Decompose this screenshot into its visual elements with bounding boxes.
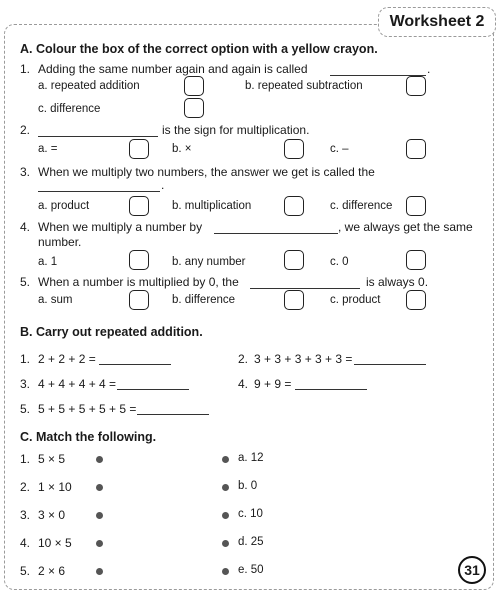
q3-end: . [161,178,165,192]
q1-option-a-box[interactable] [184,76,204,96]
b5-expression: 5 + 5 + 5 + 5 + 5 = [38,402,137,416]
b3-number: 3. [20,377,31,391]
q3-option-b: b. multiplication [172,200,252,212]
q4-text-middle: , we always get the same [338,220,473,234]
q5-option-c-box[interactable] [406,290,426,310]
q4-option-c-box[interactable] [406,250,426,270]
ce-right-text: e. 50 [238,564,264,576]
q2-text: is the sign for multiplication. [162,123,310,137]
b1-answer-blank[interactable] [99,364,171,365]
c2-left-text: 1 × 10 [38,480,72,494]
q5-number: 5. [20,275,31,289]
q1-option-c: c. difference [38,103,101,115]
section-c-heading: C. Match the following. [20,430,157,444]
b5-number: 5. [20,402,31,416]
c4-left-text: 10 × 5 [38,536,72,550]
cb-right-dot[interactable] [222,484,229,491]
q3-option-c-box[interactable] [406,196,426,216]
b4-answer-blank[interactable] [295,389,367,390]
c2-number: 2. [20,480,31,494]
q2-blank[interactable] [38,136,158,137]
q3-option-b-box[interactable] [284,196,304,216]
b2-number: 2. [238,352,249,366]
q1-option-b-box[interactable] [406,76,426,96]
q2-number: 2. [20,123,31,137]
b4-expression: 9 + 9 = [254,377,292,391]
q2-option-c-box[interactable] [406,139,426,159]
cc-right-dot[interactable] [222,512,229,519]
c4-number: 4. [20,536,31,550]
q2-option-b: b. × [172,143,192,155]
q4-blank[interactable] [214,233,338,234]
q5-text-start: When a number is multiplied by 0, the [38,275,239,289]
q4-option-b-box[interactable] [284,250,304,270]
b3-answer-blank[interactable] [117,389,189,390]
b1-number: 1. [20,352,31,366]
q1-option-a: a. repeated addition [38,80,140,92]
b3-expression: 4 + 4 + 4 + 4 = [38,377,117,391]
worksheet-title: Worksheet 2 [389,13,485,30]
q5-option-a-box[interactable] [129,290,149,310]
b4-number: 4. [238,377,249,391]
worksheet-tab [378,7,496,37]
section-a-heading: A. Colour the box of the correct option with a yellow crayon. [20,42,378,56]
q1-option-b: b. repeated subtraction [245,80,363,92]
b2-answer-blank[interactable] [354,364,426,365]
q5-option-b-box[interactable] [284,290,304,310]
q5-option-c: c. product [330,294,381,306]
cd-right-text: d. 25 [238,536,264,548]
q1-end: . [427,62,431,76]
b2-expression: 3 + 3 + 3 + 3 + 3 = [254,352,353,366]
cd-right-dot[interactable] [222,540,229,547]
q3-option-a-box[interactable] [129,196,149,216]
c1-number: 1. [20,452,31,466]
c3-left-text: 3 × 0 [38,508,66,522]
ca-right-text: a. 12 [238,452,264,464]
q3-blank[interactable] [38,191,160,192]
q4-option-a: a. 1 [38,256,58,268]
ce-right-dot[interactable] [222,568,229,575]
ca-right-dot[interactable] [222,456,229,463]
q1-number: 1. [20,62,31,76]
q5-blank[interactable] [250,288,360,289]
page-number: 31 [458,556,486,584]
q4-text-start: When we multiply a number by [38,220,203,234]
c5-number: 5. [20,564,31,578]
q4-text-end: number. [38,235,82,249]
q4-number: 4. [20,220,31,234]
q1-option-c-box[interactable] [184,98,204,118]
c2-left-dot[interactable] [96,484,103,491]
q5-option-a: a. sum [38,294,73,306]
cb-right-text: b. 0 [238,480,258,492]
c4-left-dot[interactable] [96,540,103,547]
c1-left-text: 5 × 5 [38,452,66,466]
c3-number: 3. [20,508,31,522]
q4-option-c: c. 0 [330,256,349,268]
q3-text: When we multiply two numbers, the answer we get is called the [38,165,375,179]
c5-left-dot[interactable] [96,568,103,575]
q3-option-a: a. product [38,200,90,212]
cc-right-text: c. 10 [238,508,263,520]
b5-answer-blank[interactable] [137,414,209,415]
q4-option-b: b. any number [172,256,246,268]
q4-option-a-box[interactable] [129,250,149,270]
q5-option-b: b. difference [172,294,236,306]
q2-option-a: a. = [38,143,58,155]
c5-left-text: 2 × 6 [38,564,66,578]
b1-expression: 2 + 2 + 2 = [38,352,96,366]
c3-left-dot[interactable] [96,512,103,519]
q3-number: 3. [20,165,31,179]
q2-option-a-box[interactable] [129,139,149,159]
q3-option-c: c. difference [330,200,393,212]
q2-option-b-box[interactable] [284,139,304,159]
q2-option-c: c. – [330,143,349,155]
q1-text: Adding the same number again and again is called [38,62,308,76]
c1-left-dot[interactable] [96,456,103,463]
q5-text-end: is always 0. [366,275,429,289]
section-b-heading: B. Carry out repeated addition. [20,325,203,339]
